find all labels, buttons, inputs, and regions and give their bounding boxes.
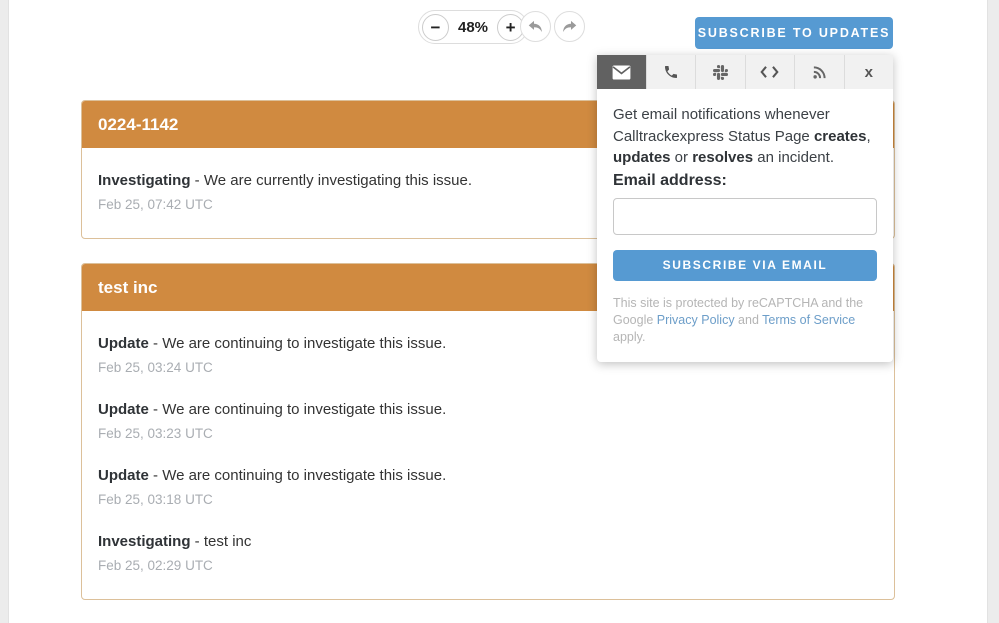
undo-arrow-icon	[528, 20, 543, 33]
recaptcha-apply: apply.	[613, 329, 646, 344]
description-creates: creates	[813, 127, 867, 145]
update-separator: -	[148, 335, 163, 352]
update-timestamp: Feb 25, 03:18 UTC	[98, 492, 213, 507]
update-timestamp: Feb 25, 03:24 UTC	[98, 360, 213, 375]
undo-button[interactable]	[520, 11, 551, 42]
update-message: We are continuing to investigate this issue.	[162, 467, 447, 484]
redo-button[interactable]	[554, 11, 585, 42]
update-separator: -	[148, 467, 163, 484]
update-separator: -	[190, 533, 204, 550]
description-suffix: an incident.	[753, 149, 834, 166]
recaptcha-notice	[613, 295, 877, 346]
email-address-label: Email address:	[613, 171, 727, 189]
description-sep1: ,	[866, 127, 871, 145]
update-status: Update	[98, 335, 149, 352]
email-input[interactable]	[613, 198, 877, 235]
zoom-control	[418, 10, 528, 44]
update-status: Update	[98, 401, 149, 418]
tab-phone-subscribe[interactable]	[647, 55, 697, 89]
incident-title: test inc	[82, 264, 894, 311]
update-line	[98, 533, 878, 550]
update-separator: -	[190, 172, 204, 189]
description-resolves: resolves	[692, 149, 754, 166]
slack-icon	[713, 65, 728, 80]
update-timestamp: Feb 25, 02:29 UTC	[98, 558, 213, 573]
subscribe-description	[613, 104, 877, 169]
subscribe-via-email-button[interactable]: SUBSCRIBE VIA EMAIL	[613, 250, 877, 281]
update-timestamp: Feb 25, 03:23 UTC	[98, 426, 213, 441]
update-status: Investigating	[98, 172, 191, 189]
tab-webhook-subscribe[interactable]	[746, 55, 796, 89]
history-controls	[520, 11, 585, 42]
subscribe-to-updates-button[interactable]: SUBSCRIBE TO UPDATES	[695, 17, 893, 49]
email-envelope-icon	[612, 65, 631, 80]
zoom-level-value: 48%	[458, 18, 489, 36]
close-x-icon: x	[864, 63, 873, 81]
plus-icon: +	[505, 17, 516, 37]
incident-update	[98, 533, 878, 573]
update-separator: -	[148, 401, 163, 418]
privacy-policy-link[interactable]: Privacy Policy	[656, 312, 735, 327]
description-text: Get email notifications whenever Calltrackexpress Status Page	[613, 106, 830, 145]
update-message: We are currently investigating this issue.	[203, 172, 473, 189]
tab-rss-subscribe[interactable]	[795, 55, 845, 89]
update-status: Update	[98, 467, 149, 484]
update-line	[98, 401, 878, 418]
minus-icon: −	[430, 17, 441, 37]
phone-icon	[663, 64, 679, 80]
subscribe-panel	[597, 55, 893, 362]
terms-of-service-link[interactable]: Terms of Service	[762, 312, 856, 327]
tab-email-subscribe[interactable]	[597, 55, 647, 89]
code-brackets-icon	[760, 65, 779, 79]
update-line	[98, 467, 878, 484]
recaptcha-and: and	[734, 312, 763, 327]
tab-close-panel[interactable]	[845, 55, 894, 89]
zoom-out-button[interactable]	[422, 14, 449, 41]
description-sep2: or	[670, 149, 693, 166]
incident-update	[98, 467, 878, 507]
redo-arrow-icon	[562, 20, 577, 33]
recaptcha-text: This site is protected by reCAPTCHA and the Google	[613, 295, 864, 327]
subscribe-panel-body	[597, 89, 893, 362]
subscribe-panel-tabs	[597, 55, 893, 89]
update-timestamp: Feb 25, 07:42 UTC	[98, 197, 213, 212]
description-updates: updates	[613, 149, 671, 166]
incident-update	[98, 401, 878, 441]
update-status: Investigating	[98, 533, 191, 550]
tab-slack-subscribe[interactable]	[696, 55, 746, 89]
update-message: We are continuing to investigate this issue.	[162, 335, 447, 352]
update-message: test inc	[203, 533, 252, 550]
rss-icon	[812, 65, 827, 80]
incident-title: 0224-1142	[82, 101, 894, 148]
update-message: We are continuing to investigate this issue.	[162, 401, 447, 418]
